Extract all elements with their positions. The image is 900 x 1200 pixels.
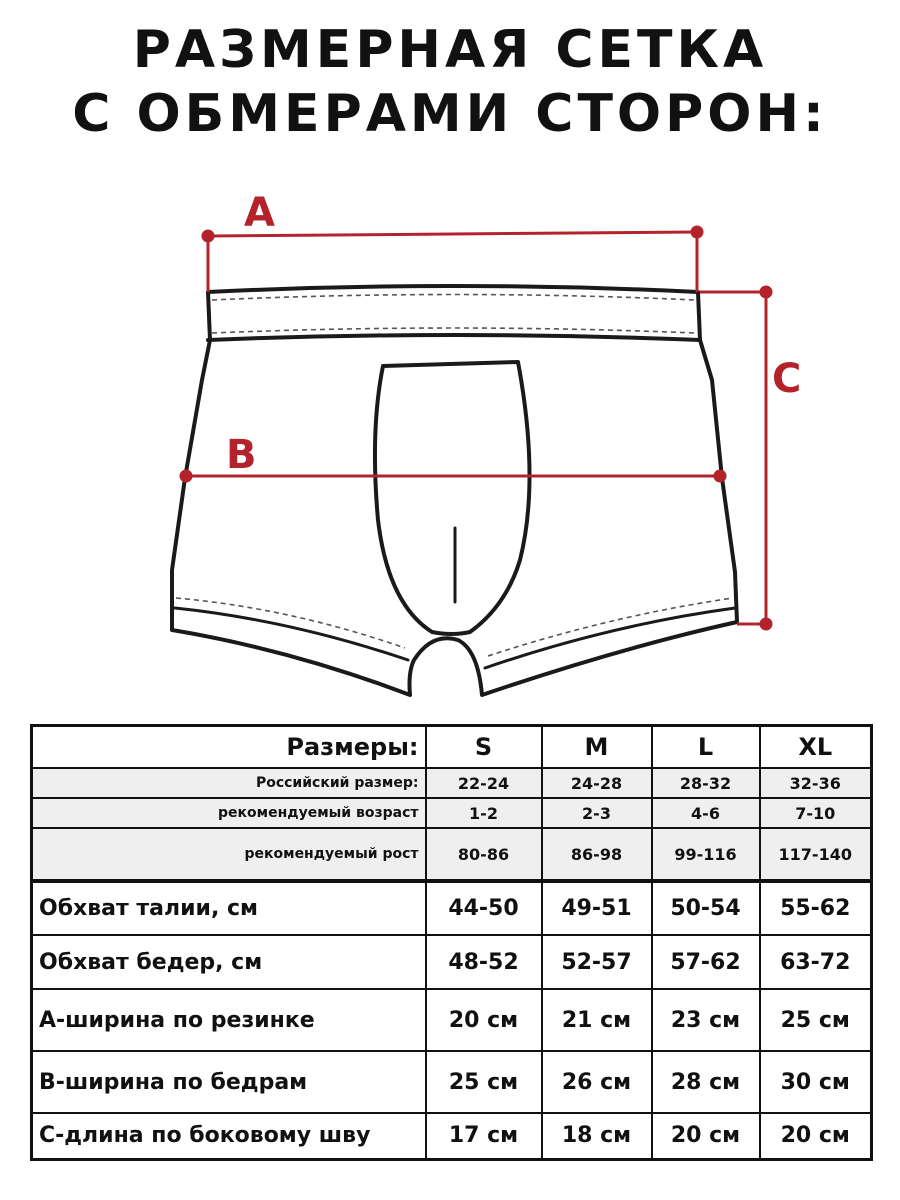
table-cell: 48-52 <box>426 935 542 989</box>
dim-b-label: B <box>226 432 257 478</box>
row-label: Обхват бедер, см <box>32 935 426 989</box>
boxer-briefs-diagram <box>0 150 900 710</box>
table-row-a-width <box>32 989 872 1051</box>
page-title-line-1: РАЗМЕРНАЯ СЕТКА <box>132 20 768 80</box>
table-cell: 20 см <box>426 989 542 1051</box>
table-cell: 63-72 <box>760 935 872 989</box>
table-row-waist <box>32 881 872 935</box>
table-cell: 7-10 <box>760 798 872 828</box>
table-cell: 26 см <box>542 1051 652 1113</box>
table-cell: 20 см <box>760 1113 872 1159</box>
table-cell: 23 см <box>652 989 760 1051</box>
size-header-s: S <box>426 726 542 769</box>
row-label: рекомендуемый рост <box>32 828 426 881</box>
table-cell: 24-28 <box>542 768 652 798</box>
table-cell: 52-57 <box>542 935 652 989</box>
size-table <box>30 724 873 1161</box>
table-cell: 25 см <box>426 1051 542 1113</box>
table-row-russian-size <box>32 768 872 798</box>
table-cell: 99-116 <box>652 828 760 881</box>
row-label: С-длина по боковому шву <box>32 1113 426 1159</box>
table-cell: 57-62 <box>652 935 760 989</box>
table-cell: 28-32 <box>652 768 760 798</box>
table-cell: 28 см <box>652 1051 760 1113</box>
table-cell: 21 см <box>542 989 652 1051</box>
table-cell: 20 см <box>652 1113 760 1159</box>
table-cell: 50-54 <box>652 881 760 935</box>
table-row-hips <box>32 935 872 989</box>
dim-b-start-dot <box>181 471 191 481</box>
row-label: В-ширина по бедрам <box>32 1051 426 1113</box>
garment-outline <box>172 286 737 695</box>
row-label: Обхват талии, см <box>32 881 426 935</box>
dim-b-end-dot <box>715 471 725 481</box>
dim-a-line <box>208 232 697 236</box>
table-cell: 86-98 <box>542 828 652 881</box>
row-label: Российский размер: <box>32 768 426 798</box>
dim-a-label: A <box>244 190 275 236</box>
table-row-b-width <box>32 1051 872 1113</box>
size-header-l: L <box>652 726 760 769</box>
dim-c-end-dot <box>761 619 771 629</box>
table-cell: 22-24 <box>426 768 542 798</box>
dim-a-start-dot <box>203 231 213 241</box>
table-cell: 32-36 <box>760 768 872 798</box>
table-cell: 55-62 <box>760 881 872 935</box>
table-cell: 2-3 <box>542 798 652 828</box>
table-cell: 17 см <box>426 1113 542 1159</box>
size-header-xl: XL <box>760 726 872 769</box>
table-cell: 117-140 <box>760 828 872 881</box>
dim-c-start-dot <box>761 287 771 297</box>
table-row-age <box>32 798 872 828</box>
table-row-height <box>32 828 872 881</box>
dim-a-end-dot <box>692 227 702 237</box>
table-cell: 49-51 <box>542 881 652 935</box>
size-header-m: M <box>542 726 652 769</box>
table-cell: 4-6 <box>652 798 760 828</box>
table-cell: 30 см <box>760 1051 872 1113</box>
table-cell: 25 см <box>760 989 872 1051</box>
row-label: А-ширина по резинке <box>32 989 426 1051</box>
row-label: рекомендуемый возраст <box>32 798 426 828</box>
table-cell: 18 см <box>542 1113 652 1159</box>
page-title-line-2: С ОБМЕРАМИ СТОРОН: <box>72 84 828 144</box>
table-cell: 80-86 <box>426 828 542 881</box>
table-row-c-length <box>32 1113 872 1159</box>
table-cell: 44-50 <box>426 881 542 935</box>
size-header-label: Размеры: <box>32 726 426 769</box>
table-cell: 1-2 <box>426 798 542 828</box>
table-row-header <box>32 726 872 769</box>
dim-c-label: C <box>772 356 802 402</box>
